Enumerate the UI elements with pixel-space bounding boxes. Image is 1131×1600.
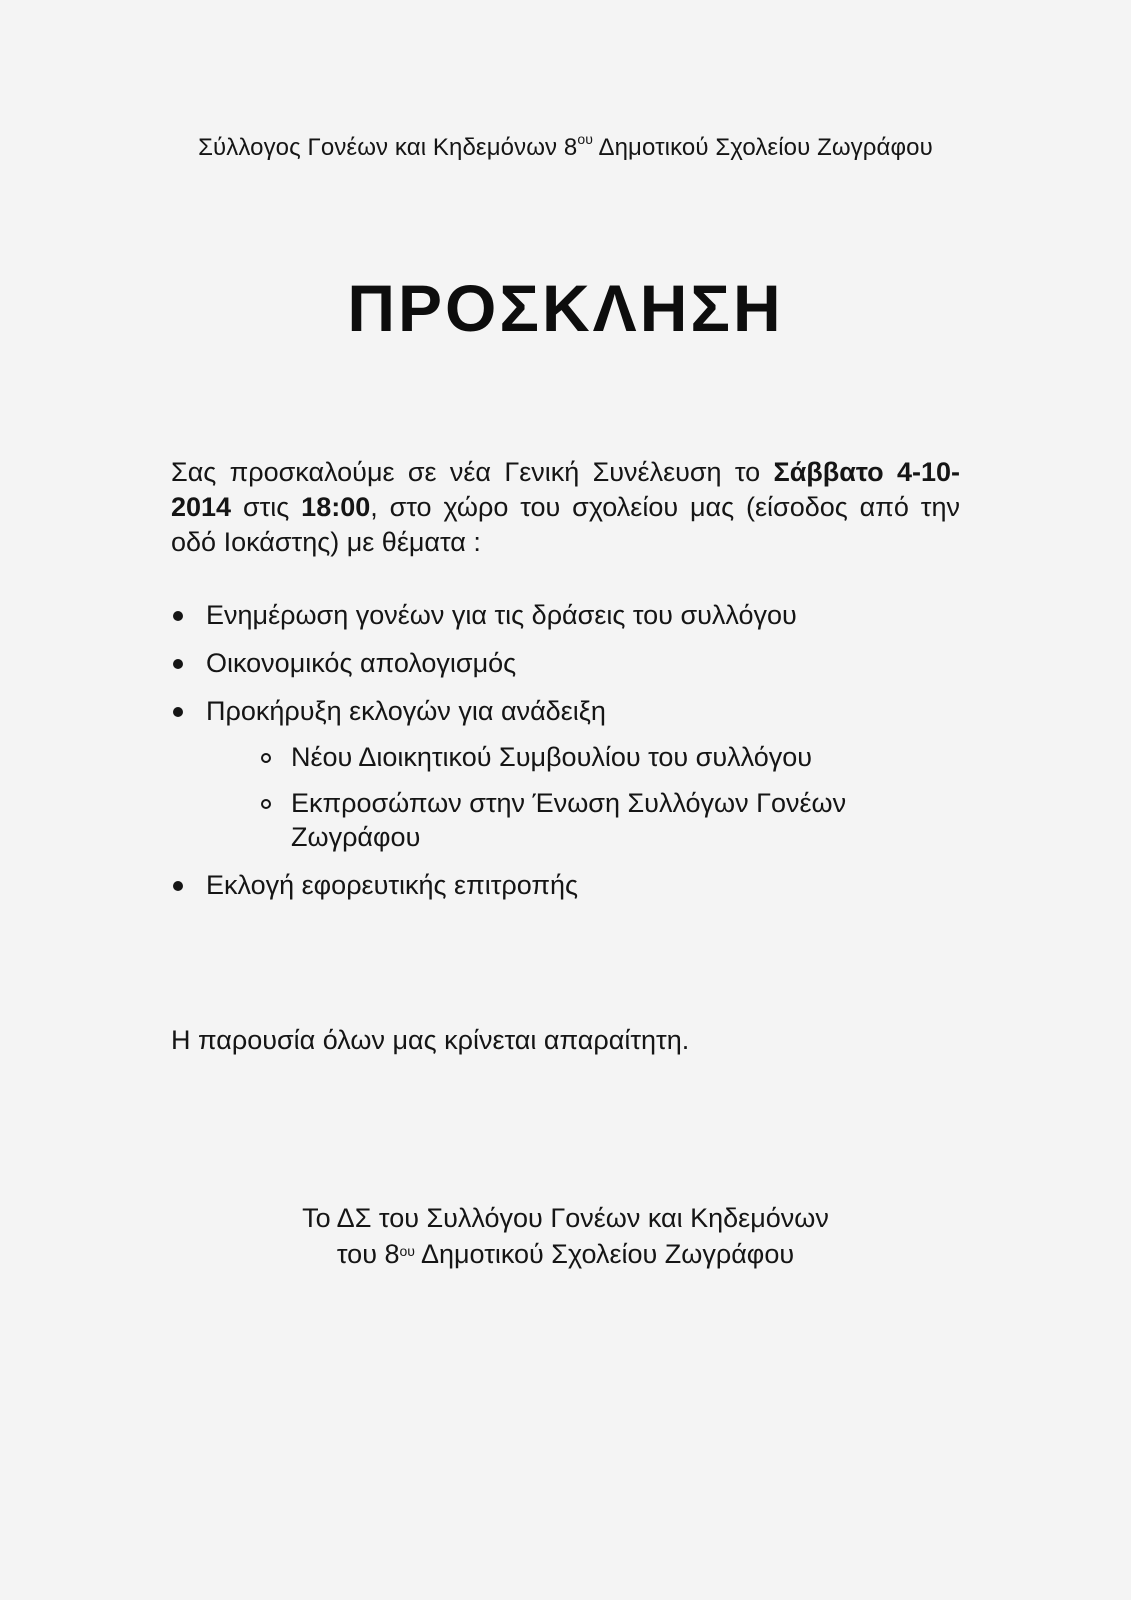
- agenda-list: [171, 598, 960, 916]
- bullet-icon: [173, 611, 183, 621]
- meeting-date: Σάββατο 4-10-2014: [171, 457, 960, 522]
- signature-text-end: Δημοτικού Σχολείου Ζωγράφου: [414, 1239, 795, 1269]
- bullet-icon: [173, 881, 183, 891]
- intro-paragraph: [171, 455, 960, 560]
- signature-line-2: [0, 1236, 1131, 1272]
- closing-statement: Η παρουσία όλων μας κρίνεται απαραίτητη.: [171, 1025, 690, 1055]
- agenda-item: [171, 646, 960, 680]
- hollow-bullet-icon: [261, 753, 271, 763]
- signature-line-1: Το ΔΣ του Συλλόγου Γονέων και Κηδεμόνων: [302, 1203, 829, 1233]
- agenda-sublist: [206, 740, 960, 854]
- header-text-end: Δημοτικού Σχολείου Ζωγράφου: [593, 134, 933, 161]
- agenda-item-text: Προκήρυξη εκλογών για ανάδειξη: [206, 696, 606, 726]
- agenda-subitem-text: Νέου Διοικητικού Συμβουλίου του συλλόγου: [291, 742, 813, 772]
- agenda-subitem: [206, 740, 960, 774]
- signature-text-start: του 8: [336, 1239, 400, 1269]
- agenda-item-text: Ενημέρωση γονέων για τις δράσεις του συλλόγου: [206, 600, 797, 630]
- signature-block: [0, 1200, 1131, 1272]
- intro-text-1: Σας προσκαλούμε σε νέα Γενική Συνέλευση το: [171, 457, 774, 487]
- intro-text-3: , στο χώρο του σχολείου μας (είσοδος από την οδό Ιοκάστης) με θέματα :: [171, 492, 960, 557]
- hollow-bullet-icon: [261, 799, 271, 809]
- header-text-start: Σύλλογος Γονέων και Κηδεμόνων 8: [198, 134, 578, 161]
- association-header: [0, 131, 1131, 162]
- bullet-icon: [173, 659, 183, 669]
- agenda-item-text: Εκλογή εφορευτικής επιτροπής: [206, 870, 579, 900]
- agenda-item: [171, 694, 960, 854]
- agenda-item: [171, 868, 960, 902]
- header-ordinal-suffix: ου: [577, 131, 594, 147]
- intro-text-2: στις: [231, 492, 302, 522]
- agenda-item: [171, 598, 960, 632]
- bullet-icon: [173, 707, 183, 717]
- agenda-item-text: Οικονομικός απολογισμός: [206, 648, 517, 678]
- agenda-subitem-text: Εκπροσώπων στην Ένωση Συλλόγων Γονέων Ζωγράφου: [291, 788, 847, 852]
- signature-ordinal-suffix: ου: [399, 1243, 415, 1259]
- agenda-subitem: [206, 786, 960, 854]
- meeting-time: 18:00: [301, 492, 371, 522]
- document-title: ΠΡΟΣΚΛΗΣΗ: [347, 271, 784, 345]
